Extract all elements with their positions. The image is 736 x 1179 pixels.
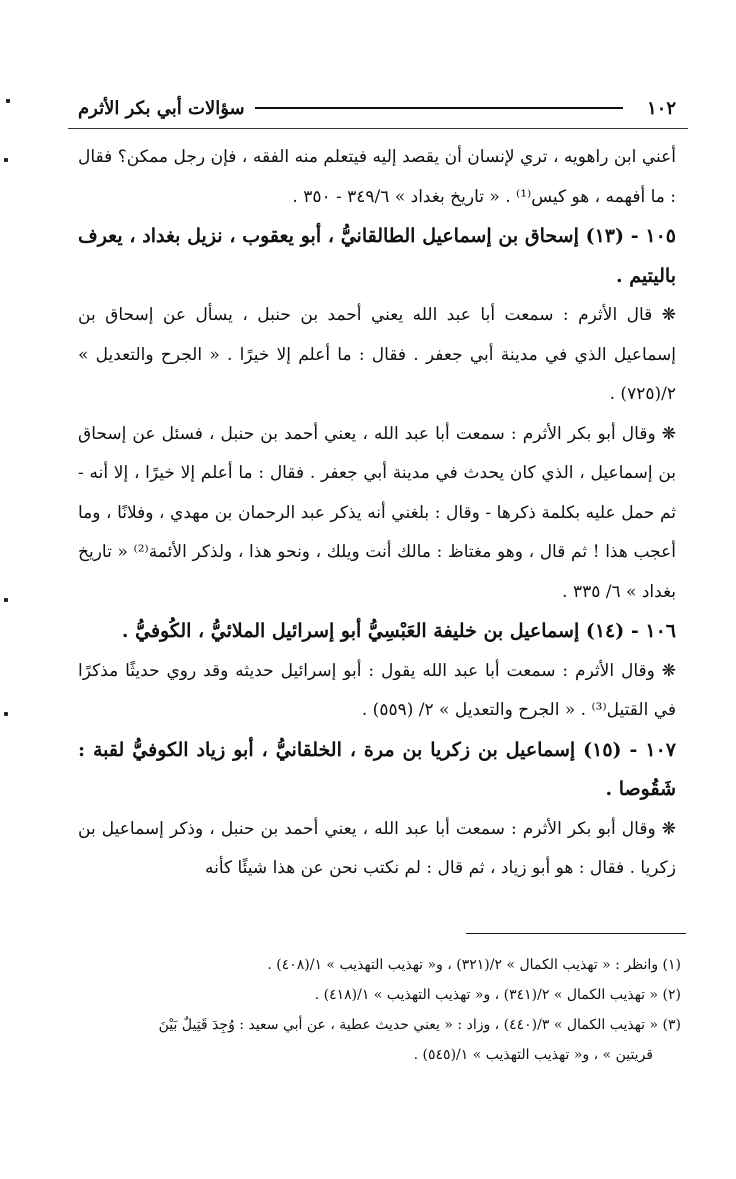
footnote: (٣) « تهذيب الكمال » ٣/(٤٤٠) ، وزاد : « يعني حديث عطية ، عن أبي سعيد : وُجِدَ قَتِيلٌ بَيْنَ	[158, 1017, 681, 1033]
header-rule	[255, 107, 623, 109]
paragraph: ❋ وقال أبو بكر الأثرم : سمعت أبا عبد الله ، يعني أحمد بن حنبل ، فسئل عن إسحاق بن إسماعيل ، الذي كان يحدث في مدينة أبي جعفر . فقال : ما أعلم إلا خيرًا ، إلا أنه - ثم حمل عليه بكلمة ذكرها - وقال : بلغني أنه يذكر عبد الرحمان بن مهدي ، وفلانًا ، وما أعجب هذا ! ثم قال ، وهو مغتاظ : مالك أنت ويلك ، ونحو هذا ، ولذكر الأئمة⁽²⁾ « تاريخ بغداد » ٦/ ٣٣٥ .	[78, 423, 676, 602]
paragraph: ❋ وقال الأثرم : سمعت أبا عبد الله يقول : أبو إسرائيل حديثه وقد روي حديثًا مذكرًا في القتيل⁽³⁾ . « الجرح والتعديل » ٢/ (٥٥٩) .	[78, 660, 676, 720]
footnote-separator	[466, 933, 686, 934]
scan-mark	[4, 158, 8, 162]
running-title: سؤالات أبي بكر الأثرم	[78, 97, 245, 119]
main-text	[78, 138, 676, 889]
scan-mark	[4, 598, 8, 602]
header-underline	[68, 128, 688, 129]
footnote: (٢) « تهذيب الكمال » ٢/(٣٤١) ، و« تهذيب التهذيب » ١/(٤١٨) .	[314, 987, 681, 1003]
footnote: (١) وانظر : « تهذيب الكمال » ٢/(٣٢١) ، و« تهذيب التهذيب » ١/(٤٠٨) .	[267, 957, 681, 973]
scan-mark	[4, 712, 8, 716]
entry-heading: ١٠٦ - (١٤) إسماعيل بن خليفة العَبْسِيُّ أبو إسرائيل الملائيُّ ، الكُوفيُّ .	[121, 620, 676, 642]
footnotes	[70, 950, 681, 1070]
entry-heading: ١٠٧ - (١٥) إسماعيل بن زكريا بن مرة ، الخلقانيُّ ، أبو زياد الكوفيُّ لقبة : شَقُوصا .	[78, 738, 676, 800]
paragraph: ❋ قال الأثرم : سمعت أبا عبد الله يعني أحمد بن حنبل ، يسأل عن إسحاق بن إسماعيل الذي في مدينة أبي جعفر . فقال : ما أعلم إلا خيرًا . « الجرح والتعديل » ٢/(٧٢٥) .	[78, 305, 676, 404]
entry-heading: ١٠٥ - (١٣) إسحاق بن إسماعيل الطالقانيُّ ، أبو يعقوب ، نزيل بغداد ، يعرف باليتيم .	[78, 225, 676, 287]
paragraph: أعني ابن راهويه ، تري لإنسان أن يقصد إليه فيتعلم منه الفقه ، فإن رجل ممكن؟ فقال : ما أفهمه ، هو كيس⁽¹⁾ . « تاريخ بغداد » ٣٤٩/٦ - ٣٥٠ .	[78, 147, 676, 207]
paragraph: ❋ وقال أبو بكر الأثرم : سمعت أبا عبد الله ، يعني أحمد بن حنبل ، وذكر إسماعيل بن زكريا . فقال : هو أبو زياد ، ثم قال : لم نكتب نحن عن هذا شيئًا كأنه	[78, 818, 676, 878]
scan-mark	[6, 99, 10, 103]
running-header	[78, 93, 676, 123]
footnote-continuation: قريتين » ، و« تهذيب التهذيب » ١/(٥٤٥) .	[413, 1047, 653, 1063]
page-number: ١٠٢	[646, 97, 676, 119]
